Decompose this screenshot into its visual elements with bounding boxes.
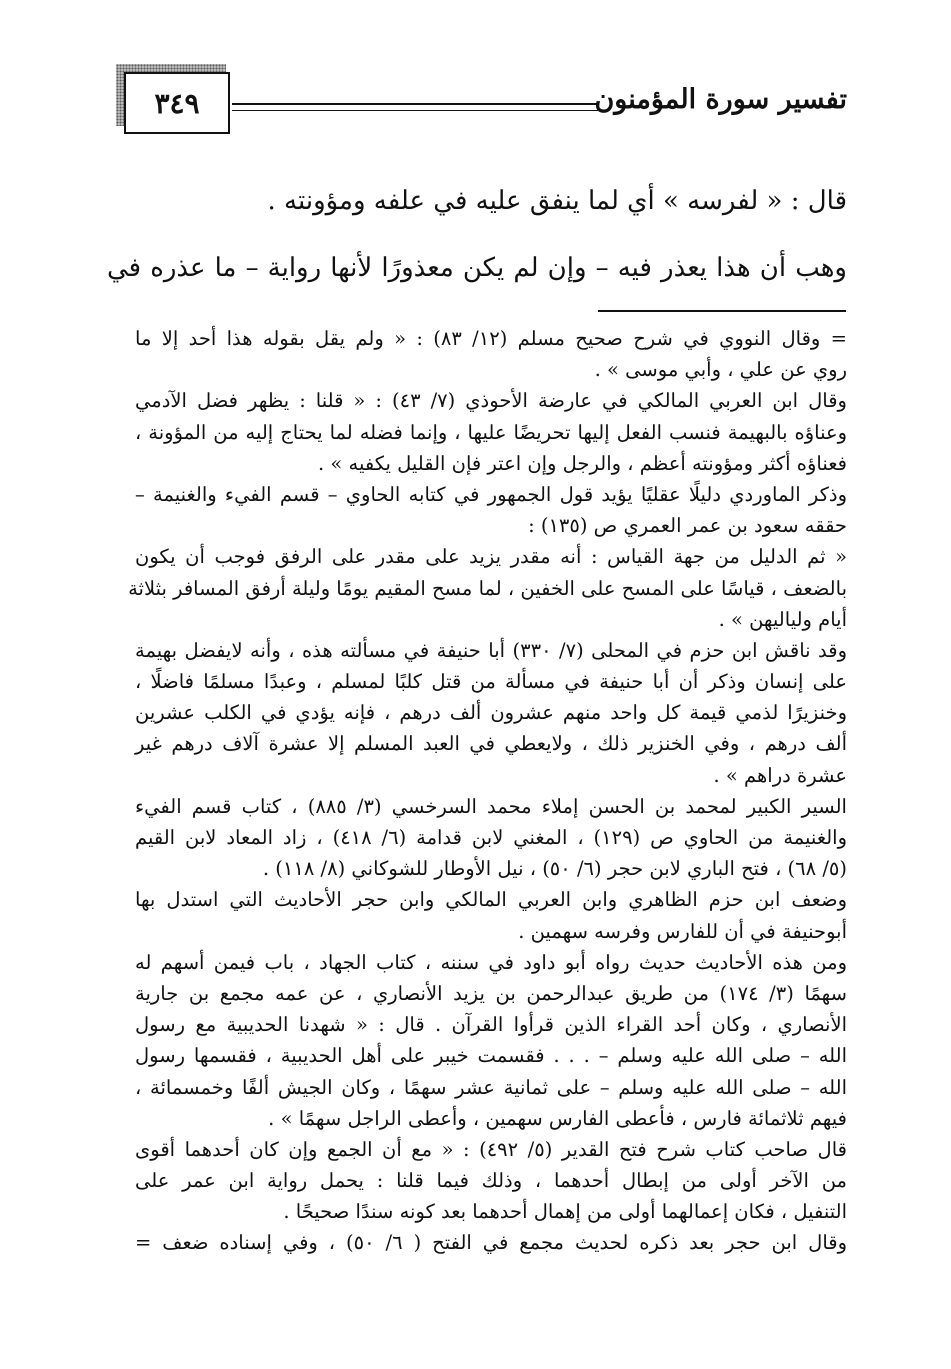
footnote-line: قال صاحب كتاب شرح فتح القدير (٥/ ٤٩٢) : « مع أن الجمع وإن كان أحدهما أقوى [135, 1137, 847, 1161]
footnote-line: وقال ابن العربي المالكي في عارضة الأحوذي (٧/ ٤٣) : « قلنا : يظهر فضل الآدمي [135, 389, 847, 413]
footnote-line: وضعف ابن حزم الظاهري وابن العربي المالكي وابن حجر الأحاديث التي استدل بها [135, 888, 847, 912]
footnote-line: = وقال النووي في شرح صحيح مسلم (١٢/ ٨٣) : « ولم يقل بقوله هذا أحد إلا ما [135, 327, 847, 350]
footnote-line: وخنزيرًا لذمي قيمة كل واحد منهم عشرون ألف درهم ، فإنه يؤدي في الكلب عشرين [135, 701, 847, 725]
footnote-line: ومن هذه الأحاديث حديث رواه أبو داود في سننه ، كتاب الجهاد ، باب فيمن أسهم له [135, 950, 847, 974]
footnote-line: وقد ناقش ابن حزم في المحلى (٧/ ٣٣٠) أبا حنيفة في مسألته هذه ، وأنه لايفضل بهيمة [135, 638, 847, 662]
footnote-line: التنفيل ، فكان إعمالهما أولى من إهمال أحدهما بعد كونه سندًا صحيحًا . [283, 1200, 847, 1224]
footnote-line: وقال ابن حجر بعد ذكره لحديث مجمع في الفتح ( ٦/ ٥٠) ، وفي إسناده ضعف = [135, 1231, 847, 1255]
footnote-line: وعناؤه بالبهيمة فنسب الفعل إليها تحريضًا عليها ، وإنما فضله لما يحتاج إليه من المؤونة ، [135, 420, 847, 444]
footnote-line: فيهم ثلاثمائة فارس ، فأعطى الفارس سهمين ، وأعطى الراجل سهمًا » . [268, 1106, 847, 1130]
footnote-line: على إنسان وذكر أن أبا حنيفة في مسألة من قتل كلبًا لمسلم ، وعبدًا مسلمًا فاضلًا ، [135, 670, 847, 694]
footnote-line: السير الكبير لمحمد بن الحسن إملاء محمد السرخسي (٣/ ٨٨٥) ، كتاب قسم الفيء [135, 794, 847, 818]
footnote-line: والغنيمة من الحاوي ص (١٢٩) ، المغني لابن قدامة (٦/ ٤١٨) ، زاد المعاد لابن القيم [135, 826, 848, 849]
page-number: ٣٤٩ [154, 86, 200, 120]
footnote-line: من الآخر أولى من إبطال أحدهما ، وذلك فيما قلنا : يحمل رواية ابن عمر على [135, 1169, 847, 1193]
main-text-line: وهب أن هذا يعذر فيه – وإن لم يكن معذورًا لأنها رواية – ما عذره في [107, 253, 847, 283]
footnote-separator [598, 310, 846, 312]
footnote-line: ألف درهم ، وفي الخنزير ذلك ، ولايعطي في العبد المسلم إلا عشرة آلاف درهم غير [135, 732, 847, 756]
footnote-line: (٥/ ٦٨) ، فتح الباري لابن حجر (٦/ ٥٠) ، نيل الأوطار للشوكاني (٨/ ١١٨) . [262, 857, 847, 881]
page-header [0, 0, 951, 140]
page-number-box [124, 72, 230, 134]
footnote-line: روي عن علي ، وأبي موسى » . [594, 358, 847, 382]
footnotes [128, 323, 848, 1259]
footnote-line: الأنصاري ، وكان أحد القراء الذين قرأوا القرآن . قال : « شهدنا الحديبية مع رسول [135, 1013, 847, 1037]
footnote-line: أبوحنيفة في أن للفارس وفرسه سهمين . [518, 919, 847, 943]
footnote-line: أيام ولياليهن » . [718, 607, 847, 631]
footnote-line: سهمًا (٣/ ١٧٤) من طريق عبدالرحمن بن يزيد الأنصاري ، عن عمه مجمع بن جارية [135, 981, 848, 1005]
footnote-line: حققه سعود بن عمر العمري ص (١٣٥) : [528, 514, 847, 538]
footnote-line: الله – صلى الله عليه وسلم – على ثمانية عشر سهمًا ، وكان الجيش ألفًا وخمسمائة ، [135, 1075, 847, 1099]
footnote-line: « ثم الدليل من جهة القياس : أنه مقدر يزيد على مقدر على الرفق فوجب أن يكون [135, 545, 847, 569]
footnote-line: وذكر الماوردي دليلًا عقليًا يؤيد قول الجمهور في كتابه الحاوي – قسم الفيء والغنيمة – [135, 482, 847, 506]
running-title: تفسير سورة المؤمنون [594, 84, 847, 115]
footnote-line: فعناؤه أكثر ومؤونته أعظم ، والرجل وإن اعتر فإن القليل يكفيه » . [317, 451, 847, 475]
main-text-line: قال : « لفرسه » أي لما ينفق عليه في علفه ومؤونته . [267, 186, 847, 216]
header-rule [232, 103, 598, 111]
footnote-line: بالضعف ، قياسًا على المسح على الخفين ، لما مسح المقيم يومًا وليلة أرفق المسافر بثلاثة [128, 576, 847, 600]
footnote-line: عشرة دراهم » . [713, 763, 847, 787]
footnote-line: الله – صلى الله عليه وسلم – . . . فقسمت خيبر على أهل الحديبية ، فقسمها رسول [135, 1044, 847, 1068]
